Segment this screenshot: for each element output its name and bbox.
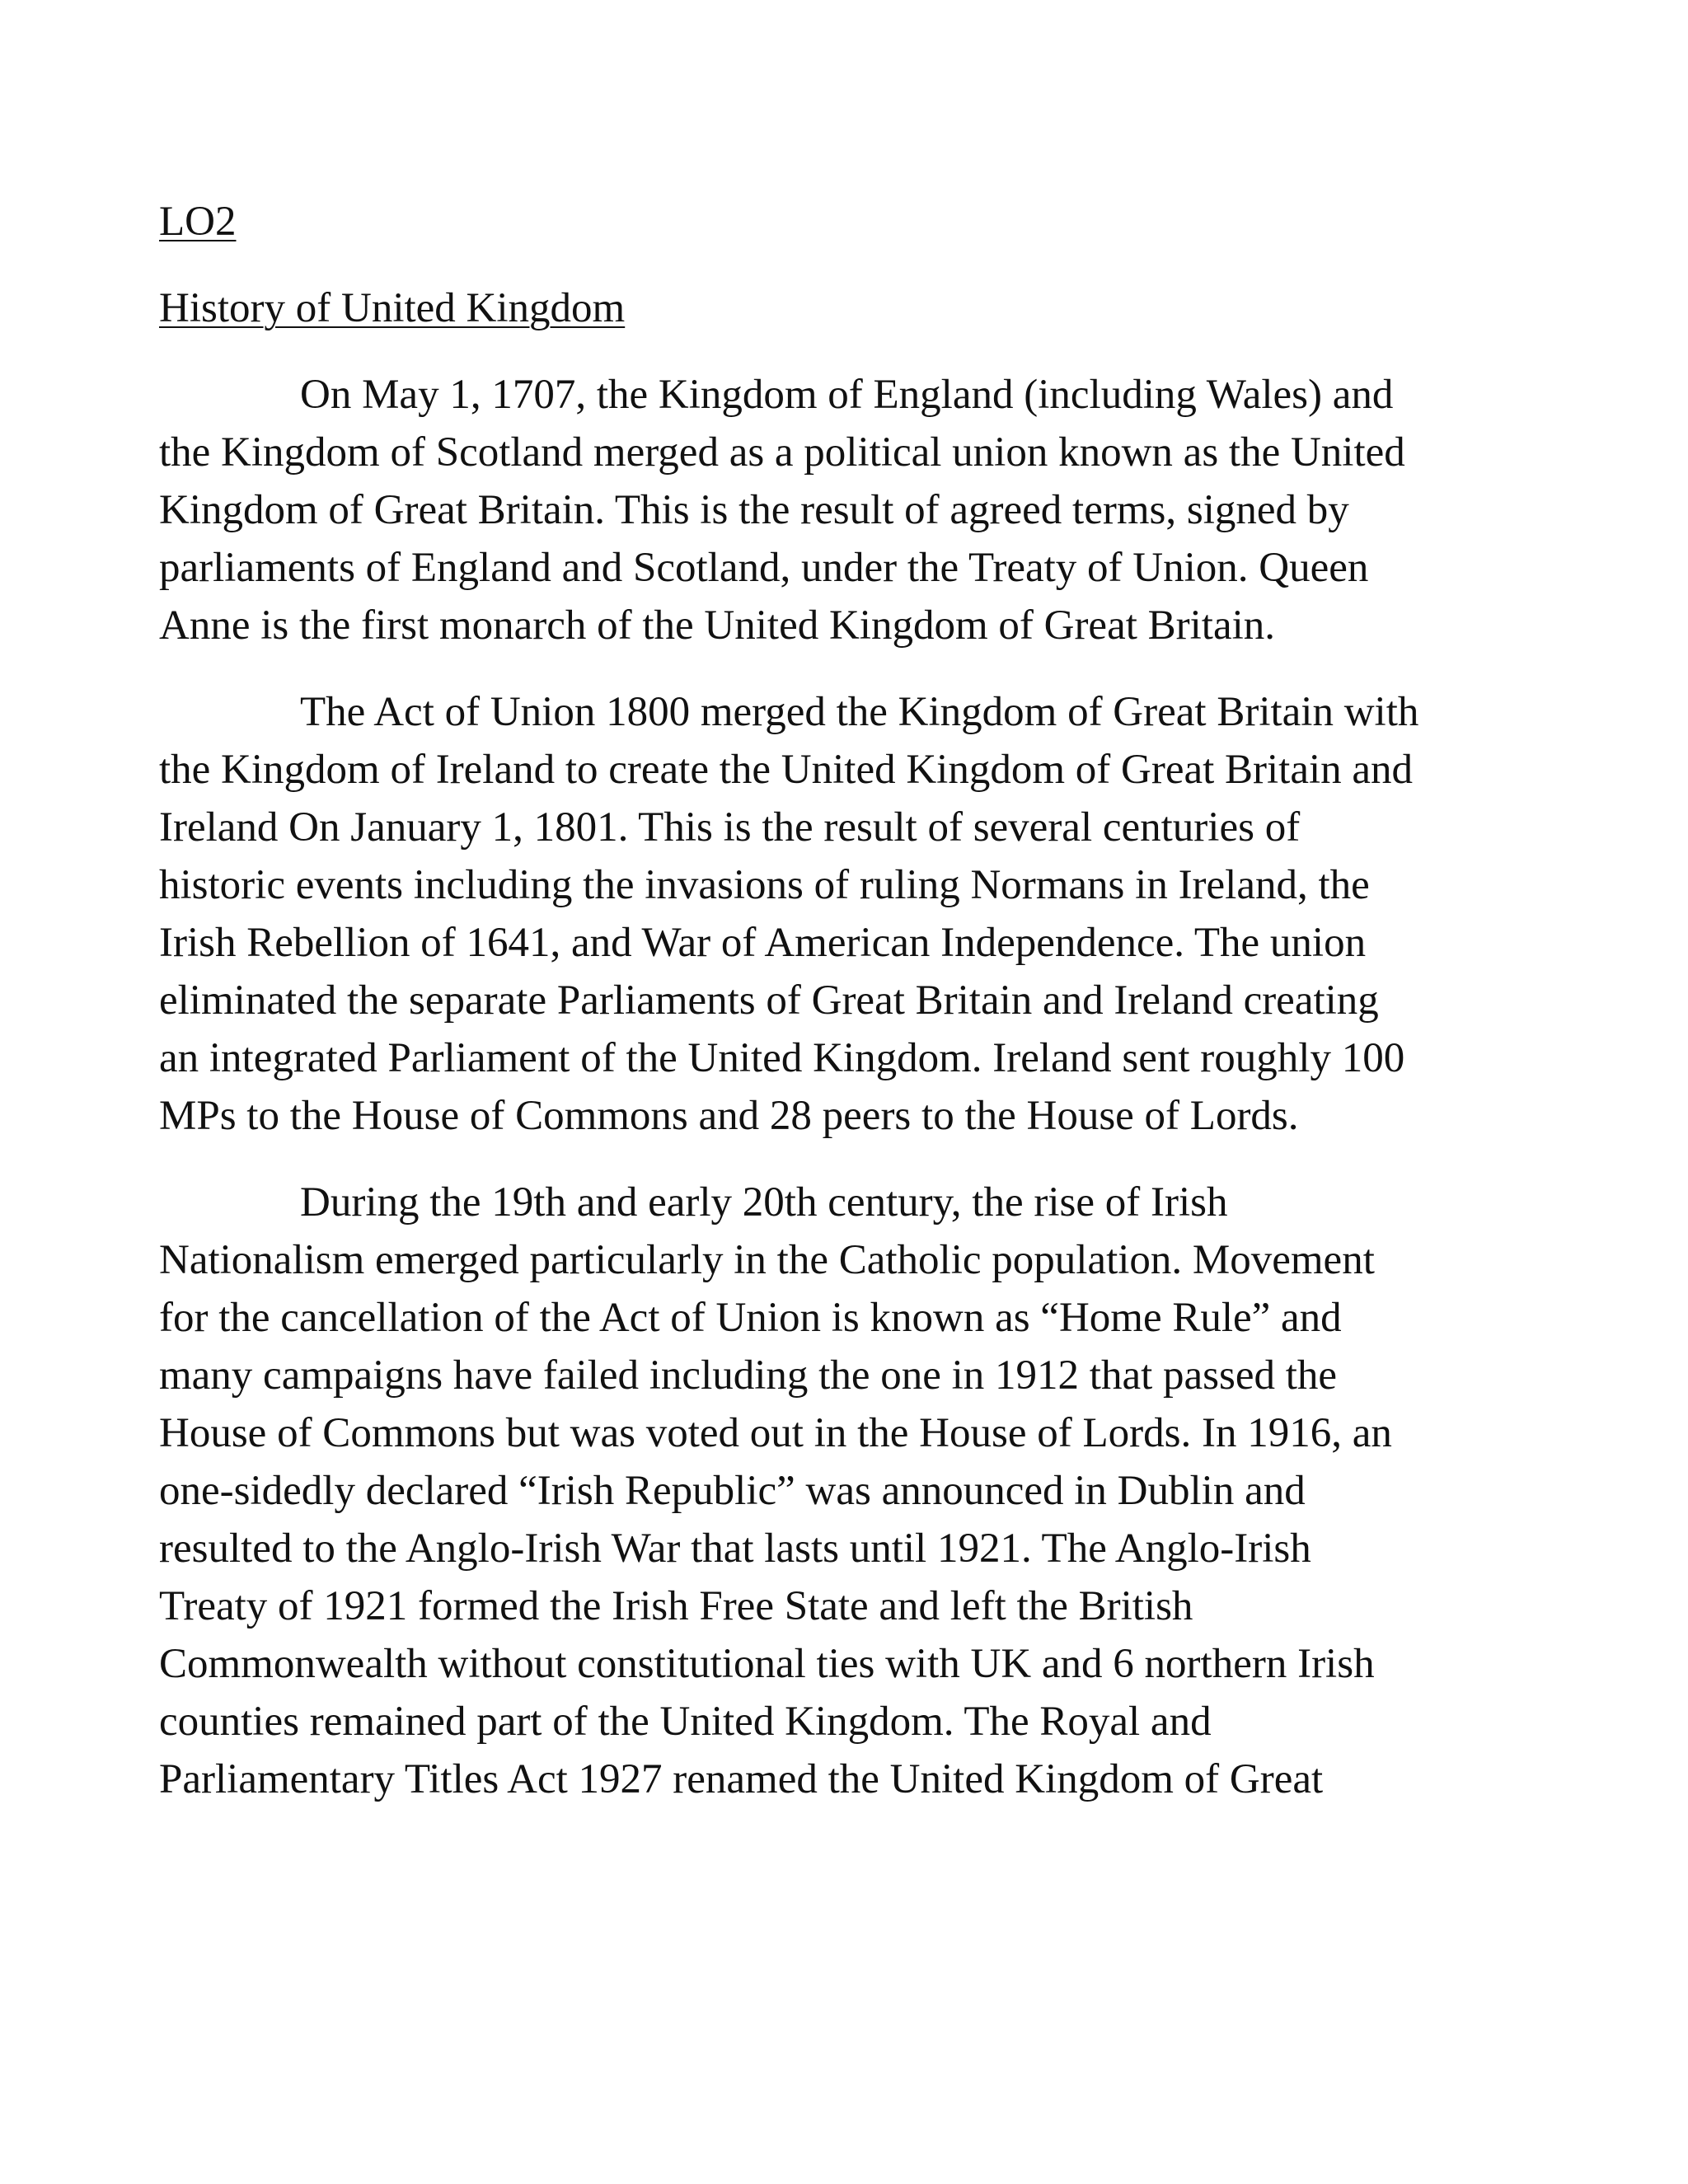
paragraph-line: MPs to the House of Commons and 28 peers to the House of Lords. bbox=[159, 1093, 1299, 1139]
paragraph-line: resulted to the Anglo-Irish War that lasts until 1921. The Anglo-Irish bbox=[159, 1526, 1311, 1572]
paragraph-1 bbox=[159, 366, 1478, 654]
document-title-text: History of United Kingdom bbox=[159, 285, 626, 331]
paragraph-line: eliminated the separate Parliaments of Great Britain and Ireland creating bbox=[159, 977, 1379, 1024]
paragraph-line: Irish Rebellion of 1641, and War of American Independence. The union bbox=[159, 920, 1367, 966]
paragraph-3 bbox=[159, 1174, 1478, 1808]
paragraph-line: parliaments of England and Scotland, under the Treaty of Union. Queen bbox=[159, 545, 1369, 591]
paragraph-line: the Kingdom of Ireland to create the United Kingdom of Great Britain and bbox=[159, 747, 1414, 793]
paragraph-line: for the cancellation of the Act of Union is known as “Home Rule” and bbox=[159, 1295, 1342, 1341]
paragraph-line: During the 19th and early 20th century, the rise of Irish bbox=[300, 1179, 1228, 1226]
paragraph-line: House of Commons but was voted out in the House of Lords. In 1916, an bbox=[159, 1410, 1392, 1456]
paragraph-line: Treaty of 1921 formed the Irish Free State and left the British bbox=[159, 1583, 1193, 1629]
paragraph-2 bbox=[159, 683, 1478, 1145]
document-title bbox=[159, 279, 1478, 337]
paragraph-line: the Kingdom of Scotland merged as a political union known as the United bbox=[159, 429, 1405, 476]
document-body bbox=[159, 193, 1478, 1837]
paragraph-line: counties remained part of the United Kingdom. The Royal and bbox=[159, 1699, 1212, 1745]
paragraph-line: Parliamentary Titles Act 1927 renamed the United Kingdom of Great bbox=[159, 1756, 1324, 1802]
paragraph-line: one-sidedly declared “Irish Republic” was announced in Dublin and bbox=[159, 1468, 1306, 1514]
paragraph-line: Commonwealth without constitutional ties with UK and 6 northern Irish bbox=[159, 1641, 1375, 1687]
paragraph-line: an integrated Parliament of the United Kingdom. Ireland sent roughly 100 bbox=[159, 1035, 1405, 1081]
paragraph-line: many campaigns have failed including the one in 1912 that passed the bbox=[159, 1352, 1338, 1399]
paragraph-line: Anne is the first monarch of the United Kingdom of Great Britain. bbox=[159, 602, 1276, 649]
section-label-text: LO2 bbox=[159, 199, 237, 245]
paragraph-line: On May 1, 1707, the Kingdom of England (including Wales) and bbox=[300, 372, 1394, 418]
section-label bbox=[159, 193, 1478, 251]
paragraph-line: Nationalism emerged particularly in the Catholic population. Movement bbox=[159, 1237, 1375, 1283]
paragraph-line: Ireland On January 1, 1801. This is the result of several centuries of bbox=[159, 804, 1301, 851]
paragraph-line: historic events including the invasions of ruling Normans in Ireland, the bbox=[159, 862, 1370, 908]
paragraph-line: Kingdom of Great Britain. This is the result of agreed terms, signed by bbox=[159, 487, 1349, 533]
paragraph-line: The Act of Union 1800 merged the Kingdom of Great Britain with bbox=[300, 689, 1419, 735]
